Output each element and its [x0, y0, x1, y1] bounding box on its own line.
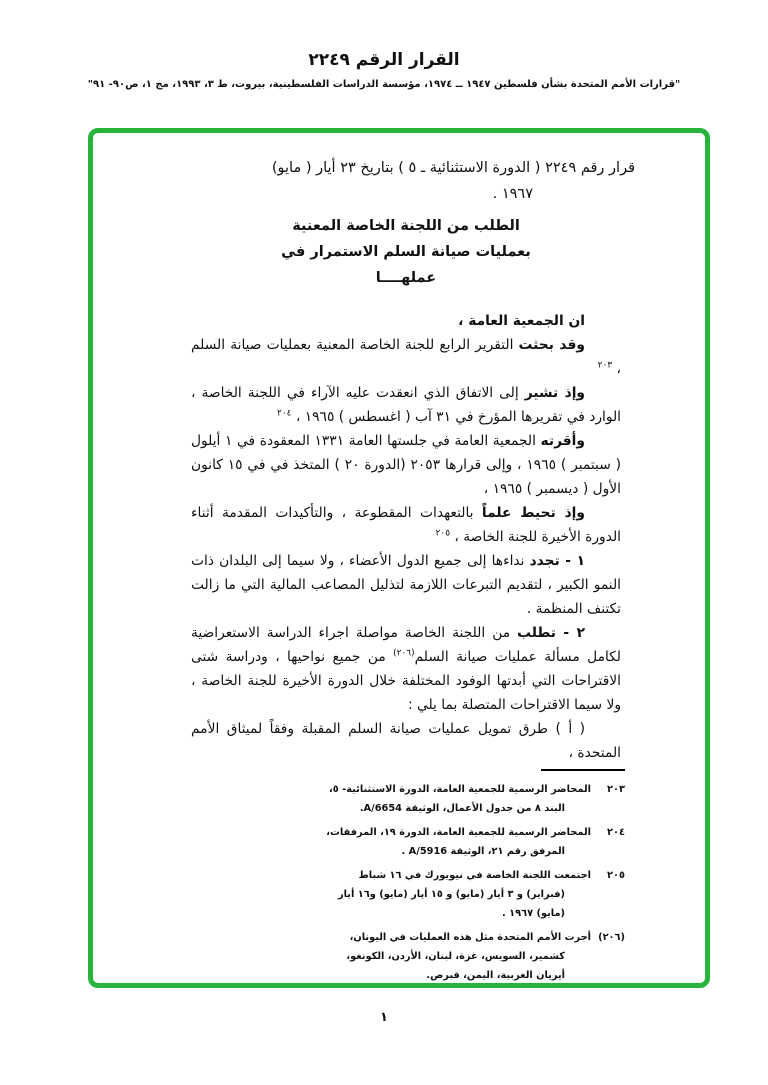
paragraph-text: بالتعهدات المقطوعة ، والتأكيدات المقدمة أثناء الدورة الأخيرة للجنة الخاصة ،	[191, 505, 621, 545]
resolution-body	[191, 309, 621, 765]
footnote-number: ٢٠٣	[607, 784, 625, 795]
paragraph-lead: وقد بحثت	[518, 337, 585, 353]
resolution-subtitle-line2: بعمليات صيانة السلم الاستمرار في	[281, 244, 531, 260]
paragraph-text: ( أ ) طرق تمويل عمليات صيانة السلم المقبلة وفقاً لميثاق الأمم المتحدة ،	[191, 721, 621, 761]
footnote-text: أجرت الأمم المتحدة مثل هذه العمليات في اليونان، كشمير، السويس، غزة، لبنان، الأردن، الكونغو، أيريان الغربية، اليمن، قبرص.	[346, 932, 591, 981]
footnote-number: ٢٠٤	[607, 827, 625, 838]
paragraph-text: نداءها إلى جميع الدول الأعضاء ، ولا سيما إلى البلدان ذات النمو الكبير ، لتقديم التبرعات اللازمة لتذليل المصاعب المالية التي ما زالت تكتنف المنظمة .	[191, 553, 621, 617]
resolution-subtitle-line3: عملهــــا	[375, 270, 437, 286]
footnote-marker: ٢٠٥	[435, 528, 451, 539]
citation-line: "قرارات الأمم المتحدة بشأن فلسطين ١٩٤٧ ــ ١٩٧٤، مؤسسة الدراسات الفلسطينية، بيروت، ط ٣، ١٩٩٣، مج ١، ص٩٠- ٩١"	[87, 79, 681, 90]
footnote	[325, 823, 625, 861]
paragraph-lead: ان الجمعية العامة ،	[458, 313, 585, 329]
footnote-number: ٢٠٥	[607, 870, 625, 881]
paragraph-number: ٢ -	[555, 625, 585, 641]
paragraph-lead: وإذ تحيط علماً	[481, 505, 585, 521]
resolution-paragraph	[191, 549, 621, 621]
footnote-text: المحاضر الرسمية للجمعية العامة، الدورة الاستثنائية- ٥، البند ٨ من جدول الأعمال، الوثيقة A/6654.	[329, 784, 591, 814]
paragraph-lead: تجدد	[529, 553, 560, 569]
footnote-marker: ٢٠٤	[276, 408, 292, 419]
page-number: ١	[380, 1010, 388, 1025]
footnote-marker: ٢٠٣	[597, 360, 613, 371]
footnote-text: اجتمعت اللجنة الخاصة في نيويورك في ١٦ شباط (فبراير) و ٣ أيار (مايو) و ١٥ أيار (مايو) و١٦ أيار (مايو) ١٩٦٧ .	[337, 870, 591, 919]
resolution-subtitle-line1: الطلب من اللجنة الخاصة المعنية	[292, 218, 520, 234]
resolution-heading-line2: ١٩٦٧ .	[492, 186, 533, 202]
resolution-paragraph	[191, 333, 621, 381]
footnote-number: (٢٠٦)	[598, 932, 625, 943]
paragraph-lead: وأقرته	[540, 433, 585, 449]
resolution-heading-line1: قرار رقم ٢٢٤٩ ( الدورة الاستثنائية ـ ٥ ) بتاريخ ٢٣ أيار ( مايو)	[271, 160, 635, 176]
footnotes-section	[325, 769, 625, 990]
paragraph-lead: تطلب	[517, 625, 556, 641]
paragraph-number: ١ -	[559, 553, 585, 569]
paragraph-text: التقرير الرابع للجنة الخاصة المعنية بعمليات صيانة السلم ،	[191, 337, 621, 377]
resolution-paragraph	[191, 381, 621, 429]
resolution-paragraph	[191, 717, 621, 765]
paragraph-text: من اللجنة الخاصة مواصلة اجراء الدراسة الاستعراضية لكامل مسألة عمليات صيانة السلم	[191, 625, 621, 665]
resolution-paragraph	[191, 621, 621, 717]
resolution-paragraph	[191, 501, 621, 549]
footnote-marker: (٢٠٦)	[393, 648, 415, 659]
footnote-text: المحاضر الرسمية للجمعية العامة، الدورة ١٩، المرفقات، المرفق رقم ٢١، الوثيقة A/5916 .	[326, 827, 591, 857]
resolution-paragraph	[191, 309, 621, 333]
resolution-box	[88, 128, 710, 988]
footnote	[325, 866, 625, 923]
resolution-paragraph	[191, 429, 621, 501]
paragraph-text: من جميع نواحيها ، ودراسة شتى الاقتراحات التي أبدتها الوفود المختلفة خلال الدورة الأخيرة للجنة الخاصة ، ولا سيما الاقتراحات المتصلة بما يلي :	[191, 649, 621, 713]
paragraph-lead: وإذ تشير	[524, 385, 585, 401]
footnote	[325, 928, 625, 985]
paragraph-text: الجمعية العامة في جلستها العامة ١٣٣١ المعقودة في ١ أيلول ( سبتمبر ) ١٩٦٥ ، وإلى قرارها ٢٠٥٣ (الدورة ٢٠ ) المتخذ في في ١٥ كانون الأول ( ديسمبر ) ١٩٦٥ ،	[191, 433, 621, 497]
resolution-content	[93, 133, 705, 765]
footnote-separator	[541, 769, 625, 771]
paragraph-text: إلى الاتفاق الذي انعقدت عليه الآراء في اللجنة الخاصة ، الوارد في تقريرها المؤرخ في ٣١ آب ( اغسطس ) ١٩٦٥ ،	[191, 385, 621, 425]
footnote	[325, 780, 625, 818]
page-title: القرار الرقم ٢٢٤٩	[308, 50, 460, 70]
